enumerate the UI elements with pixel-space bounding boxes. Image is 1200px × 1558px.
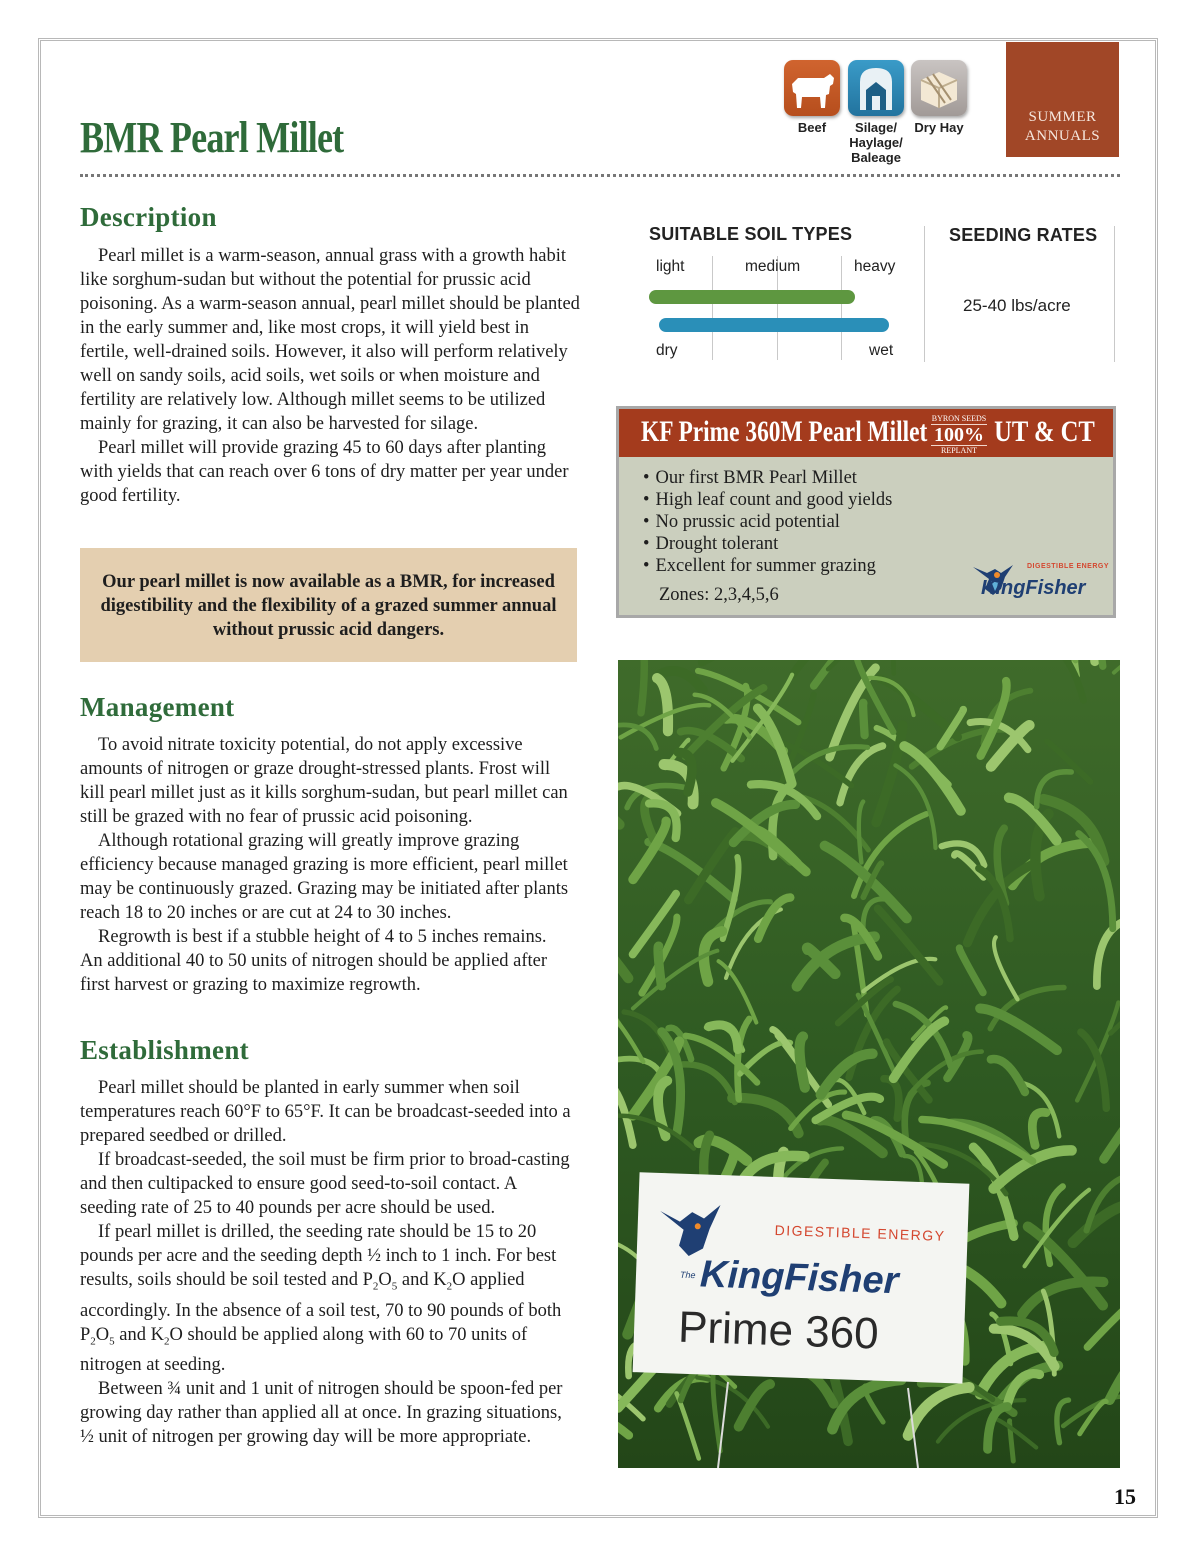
sign-tagline: DIGESTIBLE ENERGY bbox=[774, 1221, 946, 1244]
leaf bbox=[800, 1037, 805, 1088]
soil-label-medium: medium bbox=[745, 258, 801, 275]
soil-texture-range-bar bbox=[649, 290, 855, 304]
grid-line bbox=[712, 256, 713, 360]
page-title: BMR Pearl Millet bbox=[80, 113, 344, 162]
category-tab: SUMMER ANNUALS bbox=[1006, 42, 1119, 157]
product-name: KF Prime 360M Pearl Millet bbox=[641, 415, 928, 448]
soil-types-title: SUITABLE SOIL TYPES bbox=[649, 224, 853, 244]
cow-icon bbox=[784, 60, 840, 116]
page-number: 15 bbox=[1114, 1484, 1136, 1509]
list-item: • Excellent for summer grazing bbox=[643, 555, 892, 577]
use-beef: Beef bbox=[783, 60, 841, 135]
product-header bbox=[619, 409, 1113, 457]
seeding-rates-title: SEEDING RATES bbox=[949, 225, 1098, 245]
seeding-rate-value: 25-40 lbs/acre bbox=[963, 296, 1071, 315]
product-zones: Zones: 2,3,4,5,6 bbox=[659, 585, 779, 605]
soil-label-light: light bbox=[656, 258, 685, 275]
soil-moisture-range-bar bbox=[659, 318, 889, 332]
use-silage: Silage/ Haylage/ Baleage bbox=[845, 60, 907, 165]
management-heading: Management bbox=[80, 692, 235, 722]
drilling-paragraph: If pearl millet is drilled, the seeding rate should be 15 to 20 pounds per acre and the seeding depth ½ inch to 1 inch. For best results, soils should be soil tested and $P_2O_5$ and $K_2O$ applied accordingly. In the absence of a soil test, 70 to 90 pounds of both $P_2O_5$ and $K_2O$ should be applied along with 60 to 70 units of nitrogen at seeding. bbox=[80, 1222, 562, 1376]
management-body: To avoid nitrate toxicity potential, do not apply excessive amounts of nitrogen or graze drought-stressed plants. Frost will kill pearl millet just as it kills sorghum-sudan, but pearl millet can still be grazed with no fear of prussic acid poisoning. Although rotational grazing will greatly improve grazing efficiency because managed grazing is more efficient, pearl millet may be continuously grazed. Grazing may be initiated after plants reach 18 to 20 inches or are cut at 24 to 30 inches. Regrowth is best if a stubble height of 4 to 5 inches remains. An additional 40 to 50 units of nitrogen should be applied after first harvest or grazing to maximize regrowth. bbox=[80, 735, 569, 995]
product-box bbox=[616, 406, 1116, 618]
leaf bbox=[658, 946, 661, 986]
grid-line bbox=[841, 256, 842, 360]
grid-line bbox=[924, 226, 925, 362]
list-item: • Our first BMR Pearl Millet bbox=[643, 467, 892, 489]
dotted-divider bbox=[80, 174, 1120, 177]
list-item: • Drought tolerant bbox=[643, 533, 892, 555]
sign-product: Prime 360 bbox=[677, 1302, 880, 1359]
replant-badge: BYRON SEEDS 100% REPLANT bbox=[931, 414, 987, 455]
leaf bbox=[863, 703, 865, 735]
kingfisher-sign bbox=[633, 1172, 970, 1383]
sign-brand-prefix: The bbox=[679, 1269, 696, 1281]
millet-field-photo bbox=[618, 660, 1120, 1468]
kingfisher-logo: DIGESTIBLE ENERGY KingFisher bbox=[971, 559, 1111, 605]
sign-brand: KingFisher bbox=[699, 1253, 900, 1303]
establishment-body: Pearl millet should be planted in early summer when soil temperatures reach 60°F to 65°F. It can be broadcast-seeded into a prepared seedbed or drilled. If broadcast-seeded, the soil must be firm prior to broad-casting and then cultipacked to ensure good seed-to-soil contact. A seeding rate of 25 to 40 pounds per acre should be used. If pearl millet is drilled, the seeding rate should be 15 to 20 pounds per acre and the seeding depth ½ inch to 1 inch. For best results, soils should be soil tested and $P_2O_5$ and $K_2O$ applied accordingly. In the absence of a soil test, 70 to 90 pounds of both $P_2O_5$ and $K_2O$ should be applied along with 60 to 70 units of nitrogen at seeding. Between ¾ unit and 1 unit of nitrogen should be spoon-fed per growing day rather than applied all at once. In grazing situations, ½ unit of nitrogen per growing day will be more appropriate. bbox=[80, 1078, 571, 1448]
establishment-heading: Establishment bbox=[80, 1035, 249, 1065]
barn-icon bbox=[848, 60, 904, 116]
product-features bbox=[643, 467, 892, 577]
hay-bale-icon bbox=[911, 60, 967, 116]
soil-label-dry: dry bbox=[656, 342, 678, 359]
description-heading: Description bbox=[80, 202, 217, 232]
product-zone-label: UT & CT bbox=[994, 415, 1095, 448]
bmr-callout: Our pearl millet is now available as a BMR, for increased digestibility and the flexibility of a grazed summer annual without prussic acid dangers. bbox=[80, 548, 577, 662]
soil-label-heavy: heavy bbox=[854, 258, 896, 275]
description-body: Pearl millet is a warm-season, annual grass with a growth habit like sorghum-sudan but without the potential for prussic acid poisoning. As a warm-season annual, pearl millet should be planted in the early summer and, like most crops, it will yield best in fertile, well-drained soils. However, it also will perform relatively well on sandy soils, acid soils, wet soils or when moisture and fertility are relatively low. Although millet seems to be utilized mainly for grazing, it can also be harvested for silage. Pearl millet will provide grazing 45 to 60 days after planting with yields that can reach over 6 tons of dry matter per year under good fertility. bbox=[80, 246, 580, 506]
list-item: • No prussic acid potential bbox=[643, 511, 892, 533]
use-dry-hay: Dry Hay bbox=[910, 60, 968, 135]
soil-seeding-panel bbox=[616, 216, 1121, 366]
list-item: • High leaf count and good yields bbox=[643, 489, 892, 511]
grid-line bbox=[1114, 226, 1115, 362]
soil-label-wet: wet bbox=[869, 342, 894, 359]
field-photo-image bbox=[618, 660, 1120, 1468]
